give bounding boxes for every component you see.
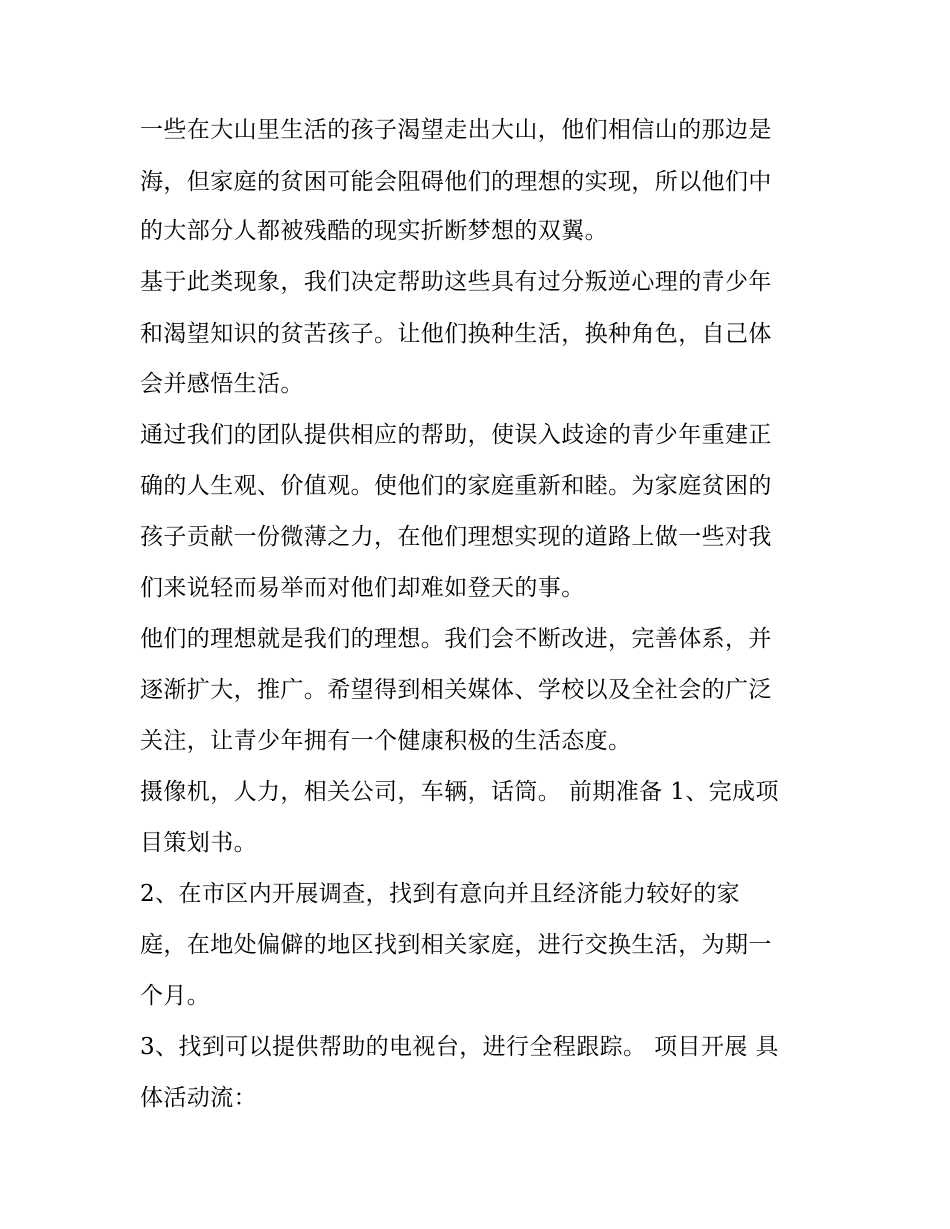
paragraph-3-line-3: 孩子贡献一份微薄之力，在他们理想实现的道路上做一些对我 <box>140 524 772 550</box>
paragraph-6-line-1: 2、在市区内开展调查，找到有意向并且经济能力较好的家 <box>140 881 741 907</box>
paragraph-6-line-3: 个月。 <box>140 983 211 1009</box>
paragraph-2-line-3: 会并感悟生活。 <box>140 371 304 397</box>
paragraph-7-line-1: 3、找到可以提供帮助的电视台，进行全程跟踪。 项目开展 具 <box>140 1034 779 1060</box>
paragraph-4-line-1: 他们的理想就是我们的理想。我们会不断改进，完善体系，并 <box>140 626 772 652</box>
paragraph-1-line-3: 的大部分人都被残酷的现实折断梦想的双翼。 <box>140 218 608 244</box>
paragraph-6-line-2: 庭，在地处偏僻的地区找到相关家庭，进行交换生活，为期一 <box>140 932 772 958</box>
paragraph-4-line-2: 逐渐扩大，推广。希望得到相关媒体、学校以及全社会的广泛 <box>140 677 772 703</box>
paragraph-3-line-2: 确的人生观、价值观。使他们的家庭重新和睦。为家庭贫困的 <box>140 473 772 499</box>
paragraph-7-line-2: 体活动流： <box>140 1085 257 1111</box>
paragraph-1-line-2: 海，但家庭的贫困可能会阻碍他们的理想的实现，所以他们中 <box>140 169 772 195</box>
paragraph-4-line-3: 关注，让青少年拥有一个健康积极的生活态度。 <box>140 728 632 754</box>
paragraph-1-line-1: 一些在大山里生活的孩子渴望走出大山，他们相信山的那边是 <box>140 117 772 143</box>
paragraph-3-line-4: 们来说轻而易举而对他们却难如登天的事。 <box>140 575 585 601</box>
paragraph-3-line-1: 通过我们的团队提供相应的帮助，使误入歧途的青少年重建正 <box>140 422 772 448</box>
paragraph-2-line-1: 基于此类现象，我们决定帮助这些具有过分叛逆心理的青少年 <box>140 269 772 295</box>
paragraph-2-line-2: 和渴望知识的贫苦孩子。让他们换种生活，换种角色，自己体 <box>140 321 772 347</box>
paragraph-5-line-2: 目策划书。 <box>140 830 257 856</box>
paragraph-5-line-1: 摄像机，人力，相关公司，车辆，话筒。 前期准备 1、完成项 <box>140 779 779 805</box>
